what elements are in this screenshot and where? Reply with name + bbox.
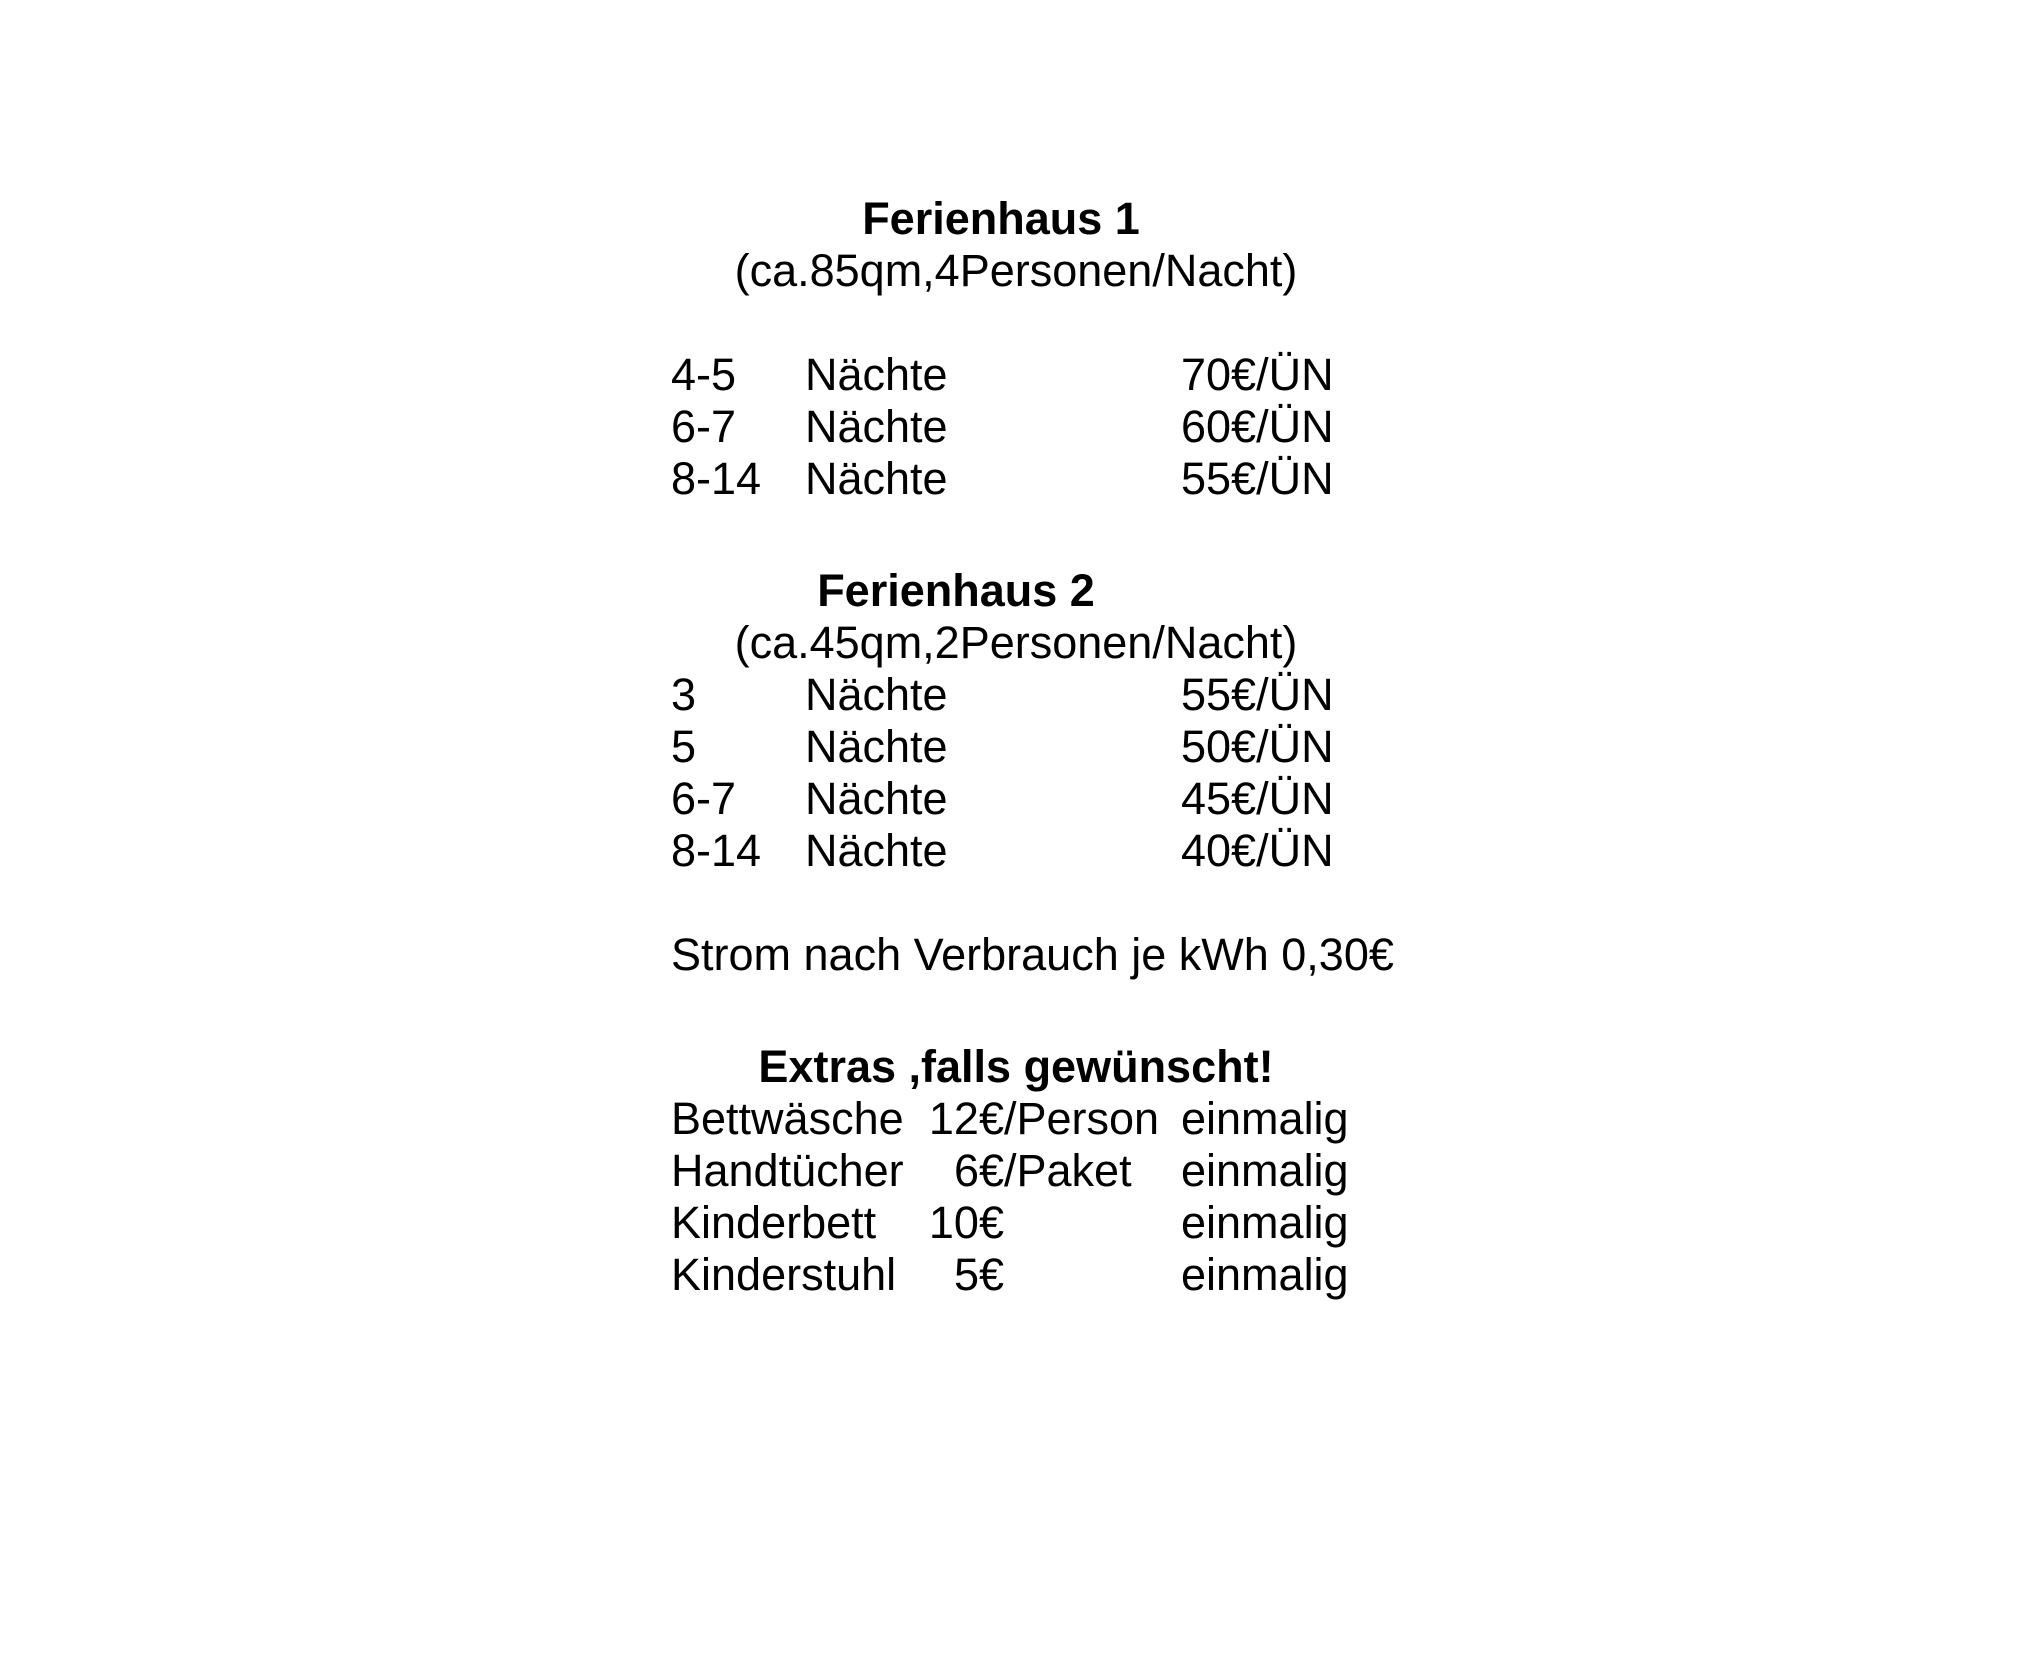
nights-label: Nächte — [805, 825, 948, 876]
extras-item: Bettwäsche — [671, 1093, 904, 1144]
nights-label: Nächte — [805, 401, 948, 452]
rate-price: 40€/ÜN — [1181, 825, 1334, 876]
extras-item: Kinderstuhl — [671, 1249, 897, 1300]
nights-range: 6-7 — [671, 773, 737, 824]
extras-cost — [927, 1197, 1181, 1249]
house2-subtitle: (ca.45qm,2Personen/Nacht) — [734, 617, 1298, 668]
price-list-content — [671, 193, 1394, 1301]
table-row — [671, 1249, 1361, 1301]
spacer — [671, 877, 1361, 929]
extras-frequency: einmalig — [1181, 1197, 1349, 1248]
extras-cost — [927, 1093, 1181, 1145]
spacer — [671, 505, 1361, 565]
table-row — [671, 669, 1361, 721]
rate-price: 45€/ÜN — [1181, 773, 1334, 824]
spacer — [671, 297, 1361, 349]
extras-item: Kinderbett — [671, 1197, 877, 1248]
nights-label: Nächte — [805, 349, 948, 400]
nights-label: Nächte — [805, 773, 948, 824]
nights-range: 8-14 — [671, 453, 762, 504]
house2-title: Ferienhaus 2 — [817, 565, 1095, 616]
table-row — [671, 1197, 1361, 1249]
nights-range: 5 — [671, 721, 697, 772]
rate-price: 55€/ÜN — [1181, 453, 1334, 504]
table-row — [671, 1145, 1361, 1197]
table-row — [671, 1093, 1361, 1145]
rate-price: 60€/ÜN — [1181, 401, 1334, 452]
table-row — [671, 453, 1361, 505]
table-row — [671, 349, 1361, 401]
nights-label: Nächte — [805, 669, 948, 720]
rate-price: 70€/ÜN — [1181, 349, 1334, 400]
electricity-note: Strom nach Verbrauch je kWh 0,30€ — [671, 929, 1394, 980]
nights-range: 3 — [671, 669, 697, 720]
nights-label: Nächte — [805, 721, 948, 772]
extras-unit: /Person — [1004, 1093, 1160, 1144]
table-row — [671, 773, 1361, 825]
spacer — [671, 981, 1361, 1041]
extras-frequency: einmalig — [1181, 1249, 1349, 1300]
table-row — [671, 401, 1361, 453]
extras-amount: 6€ — [953, 1145, 1004, 1196]
extras-item: Handtücher — [671, 1145, 904, 1196]
nights-range: 8-14 — [671, 825, 762, 876]
extras-cost — [927, 1249, 1181, 1301]
extras-amount: 12€ — [928, 1093, 1004, 1144]
nights-label: Nächte — [805, 453, 948, 504]
extras-frequency: einmalig — [1181, 1145, 1349, 1196]
extras-amount: 5€ — [953, 1249, 1004, 1300]
rate-price: 55€/ÜN — [1181, 669, 1334, 720]
extras-amount: 10€ — [928, 1197, 1004, 1248]
nights-range: 6-7 — [671, 401, 737, 452]
rate-price: 50€/ÜN — [1181, 721, 1334, 772]
extras-title: Extras ,falls gewünscht! — [758, 1041, 1274, 1092]
extras-unit: /Paket — [1004, 1145, 1132, 1196]
extras-cost — [927, 1145, 1181, 1197]
extras-frequency: einmalig — [1181, 1093, 1349, 1144]
house1-title: Ferienhaus 1 — [862, 193, 1140, 244]
table-row — [671, 721, 1361, 773]
table-row — [671, 825, 1361, 877]
nights-range: 4-5 — [671, 349, 737, 400]
house1-subtitle: (ca.85qm,4Personen/Nacht) — [734, 245, 1298, 296]
